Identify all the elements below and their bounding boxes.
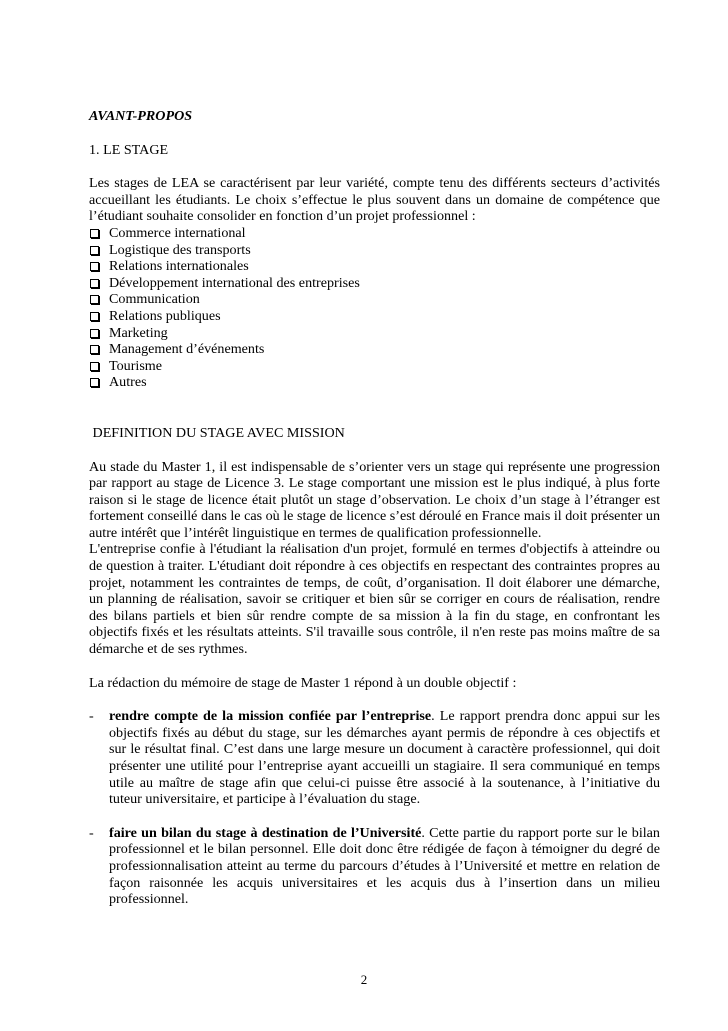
checkbox-bullet-icon xyxy=(90,329,99,338)
list-item: Logistique des transports xyxy=(89,242,660,259)
intro-paragraph: Les stages de LEA se caractérisent par leur variété, compte tenu des différents secteurs d’activités accueillant les étudiants. Le choix s’effectue le plus souvent dans un domaine de compétence que l’étudiant souhaite consolider en fonction d’un projet professionnel : xyxy=(89,175,660,225)
domain-list xyxy=(89,225,660,391)
objective-text: . Le rapport prendra donc appui sur les objectifs fixés au début du stage, sur les démarches ayant permis de répondre à ces objectifs et sur le résultat final. C’est dans une large mesure un document à caractère professionnel, qui doit présenter une utilité pour l’entreprise ayant accueilli un stagiaire. Il sera communiqué en temps utile au maître de stage afin que celui-ci puisse être associé à la soutenance, à l’initiative du tuteur universitaire, et participe à l’évaluation du stage. xyxy=(109,708,660,808)
objective-intro: La rédaction du mémoire de stage de Master 1 répond à un double objectif : xyxy=(89,674,517,691)
list-item: Relations publiques xyxy=(89,308,660,325)
objective-bold-text: rendre compte de la mission confiée par l’entreprise xyxy=(109,708,432,725)
checkbox-bullet-icon xyxy=(90,279,99,288)
list-item: Marketing xyxy=(89,325,660,342)
list-item: Développement international des entreprises xyxy=(89,275,660,292)
section-heading-definition: DEFINITION DU STAGE AVEC MISSION xyxy=(89,424,345,441)
dash-bullet: - xyxy=(89,708,94,725)
list-item: Relations internationales xyxy=(89,258,660,275)
list-item: Communication xyxy=(89,291,660,308)
checkbox-bullet-icon xyxy=(90,312,99,321)
checkbox-bullet-icon xyxy=(90,295,99,304)
list-item: Management d’événements xyxy=(89,341,660,358)
objective-item-mission xyxy=(89,708,660,808)
avant-propos-title: AVANT-PROPOS xyxy=(89,108,193,124)
list-item: Commerce international xyxy=(89,225,660,242)
objective-item-bilan xyxy=(89,825,660,908)
dash-bullet: - xyxy=(89,824,94,841)
document-page xyxy=(89,108,660,908)
master-paragraph: Au stade du Master 1, il est indispensable de s’orienter vers un stage qui représente une progression par rapport au stage de Licence 3. Le stage comportant une mission est le plus indiqué, à plus forte raison si le stage de licence était plutôt un stage d’observation. Le choix d’un stage à l’étranger est fortement conseillé dans le cas où le stage de licence s’est déroulé en France mais il doit présenter un autre intérêt que l’intérêt linguistique en termes de qualification professionnelle. xyxy=(89,458,660,541)
checkbox-bullet-icon xyxy=(90,362,99,371)
objective-text: . Cette partie du rapport porte sur le bilan professionnel et le bilan personnel. Elle doit donc être rédigée de façon à témoigner du degré de professionnalisation atteint au terme du parcours d’études à l’Université et mettre en relation de façon raisonnée les acquis universitaires et les acquis dus à l’insertion dans un milieu professionnel. xyxy=(109,824,660,908)
checkbox-bullet-icon xyxy=(90,246,99,255)
objective-bold-text: faire un bilan du stage à destination de l’Université xyxy=(109,824,422,841)
checkbox-bullet-icon xyxy=(90,378,99,387)
checkbox-bullet-icon xyxy=(90,229,99,238)
checkbox-bullet-icon xyxy=(90,345,99,354)
section-heading-le-stage: 1. LE STAGE xyxy=(89,141,169,158)
entreprise-paragraph: L'entreprise confie à l'étudiant la réalisation d'un projet, formulé en termes d'objectifs à atteindre ou de question à traiter. L'étudiant doit répondre à ces objectifs en respectant des contraintes propres au projet, notamment les contraintes de temps, de coût, d’organisation. Il doit élaborer une démarche, un planning de réalisation, savoir se critiquer et bien sûr se corriger en cours de réalisation, rendre des bilans partiels et bien sûr rendre compte de sa mission à la fin du stage, en confrontant les objectifs fixés et les résultats atteints. S'il travaille sous contrôle, il n'en reste pas moins maître de sa démarche et de ses rythmes. xyxy=(89,541,660,658)
page-number: 2 xyxy=(360,972,368,987)
list-item: Tourisme xyxy=(89,358,660,375)
list-item: Autres xyxy=(89,374,660,391)
checkbox-bullet-icon xyxy=(90,262,99,271)
